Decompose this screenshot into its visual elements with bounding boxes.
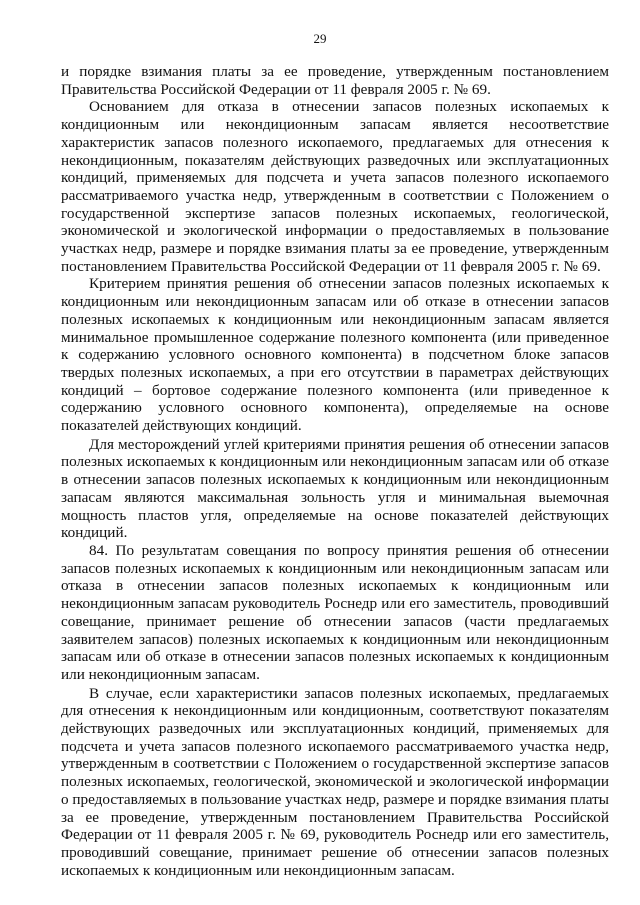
paragraph-continuation: и порядке взимания платы за ее проведение, утвержденным постановлением Правительства Российской Федерации от 11 февраля 2005 г. № 69.: [61, 63, 609, 98]
paragraph-decision-criterion: Критерием принятия решения об отнесении запасов полезных ископаемых к кондиционным или некондиционным запасам или об отказе в отнесении запасов полезных ископаемых к кондиционным или некондиционным запасам является минимальное промышленное содержание полезного компонента (или приведенное к содержанию условного основного компонента) в подсчетном блоке запасов твердых полезных ископаемых, а при его отсутствии в параметрах действующих кондиций – бортовое содержание полезного компонента (или приведенное к содержанию условного основного компонента), определяемые на основе показателей действующих кондиций.: [61, 275, 609, 435]
paragraph-conditions-match: В случае, если характеристики запасов полезных ископаемых, предлагаемых для отнесения к некондиционным или кондиционным, соответствуют показателям действующих разведочных или эксплуатационных кондиций, применяемых для подсчета и учета запасов полезного ископаемого рассматриваемого участка недр, утвержденным в соответствии с Положением о государственной экспертизе запасов полезных ископаемых, геологической, экономической и экологической информации о предоставляемых в пользование участках недр, размере и порядке взимания платы за ее проведение, утвержденным постановлением Правительства Российской Федерации от 11 февраля 2005 г. № 69, руководитель Роснедр или его заместитель, проводивший совещание, принимает решение об отнесении запасов полезных ископаемых к кондиционным или некондиционным запасам.: [61, 684, 609, 879]
document-body: [61, 63, 609, 879]
paragraph-coal-criteria: Для месторождений углей критериями принятия решения об отнесении запасов полезных ископаемых к кондиционным или некондиционным запасам или об отказе в отнесении запасов полезных ископаемых к кондиционным или некондиционным запасам являются максимальная зольность угля и минимальная выемочная мощность пластов угля, определяемые на основе показателей действующих кондиций.: [61, 435, 609, 542]
page-number: 29: [313, 31, 327, 46]
paragraph-refusal-grounds: Основанием для отказа в отнесении запасов полезных ископаемых к кондиционным или некондиционным запасам является несоответствие характеристик запасов полезного ископаемого, предлагаемых для отнесения к некондиционным, показателям действующих разведочных или эксплуатационных кондиций, применяемых для подсчета и учета запасов полезного ископаемого рассматриваемого участка недр, утвержденным в соответствии с Положением о государственной экспертизе запасов полезных ископаемых, геологической, экономической и экологической информации о предоставляемых в пользование участках недр, размере и порядке взимания платы за ее проведение, утвержденным постановлением Правительства Российской Федерации от 11 февраля 2005 г. № 69.: [61, 98, 609, 275]
paragraph-item-84: 84. По результатам совещания по вопросу принятия решения об отнесении запасов полезных ископаемых к кондиционным или некондиционным запасам или отказа в отнесении запасов полезных ископаемых к кондиционным или некондиционным запасам руководитель Роснедр или его заместитель, проводивший совещание, принимает решение об отнесении запасов (части предлагаемых заявителем запасов) полезных ископаемых к кондиционным или некондиционным запасам или об отказе в отнесении запасов полезных ископаемых к кондиционным или некондиционным запасам.: [61, 541, 609, 683]
